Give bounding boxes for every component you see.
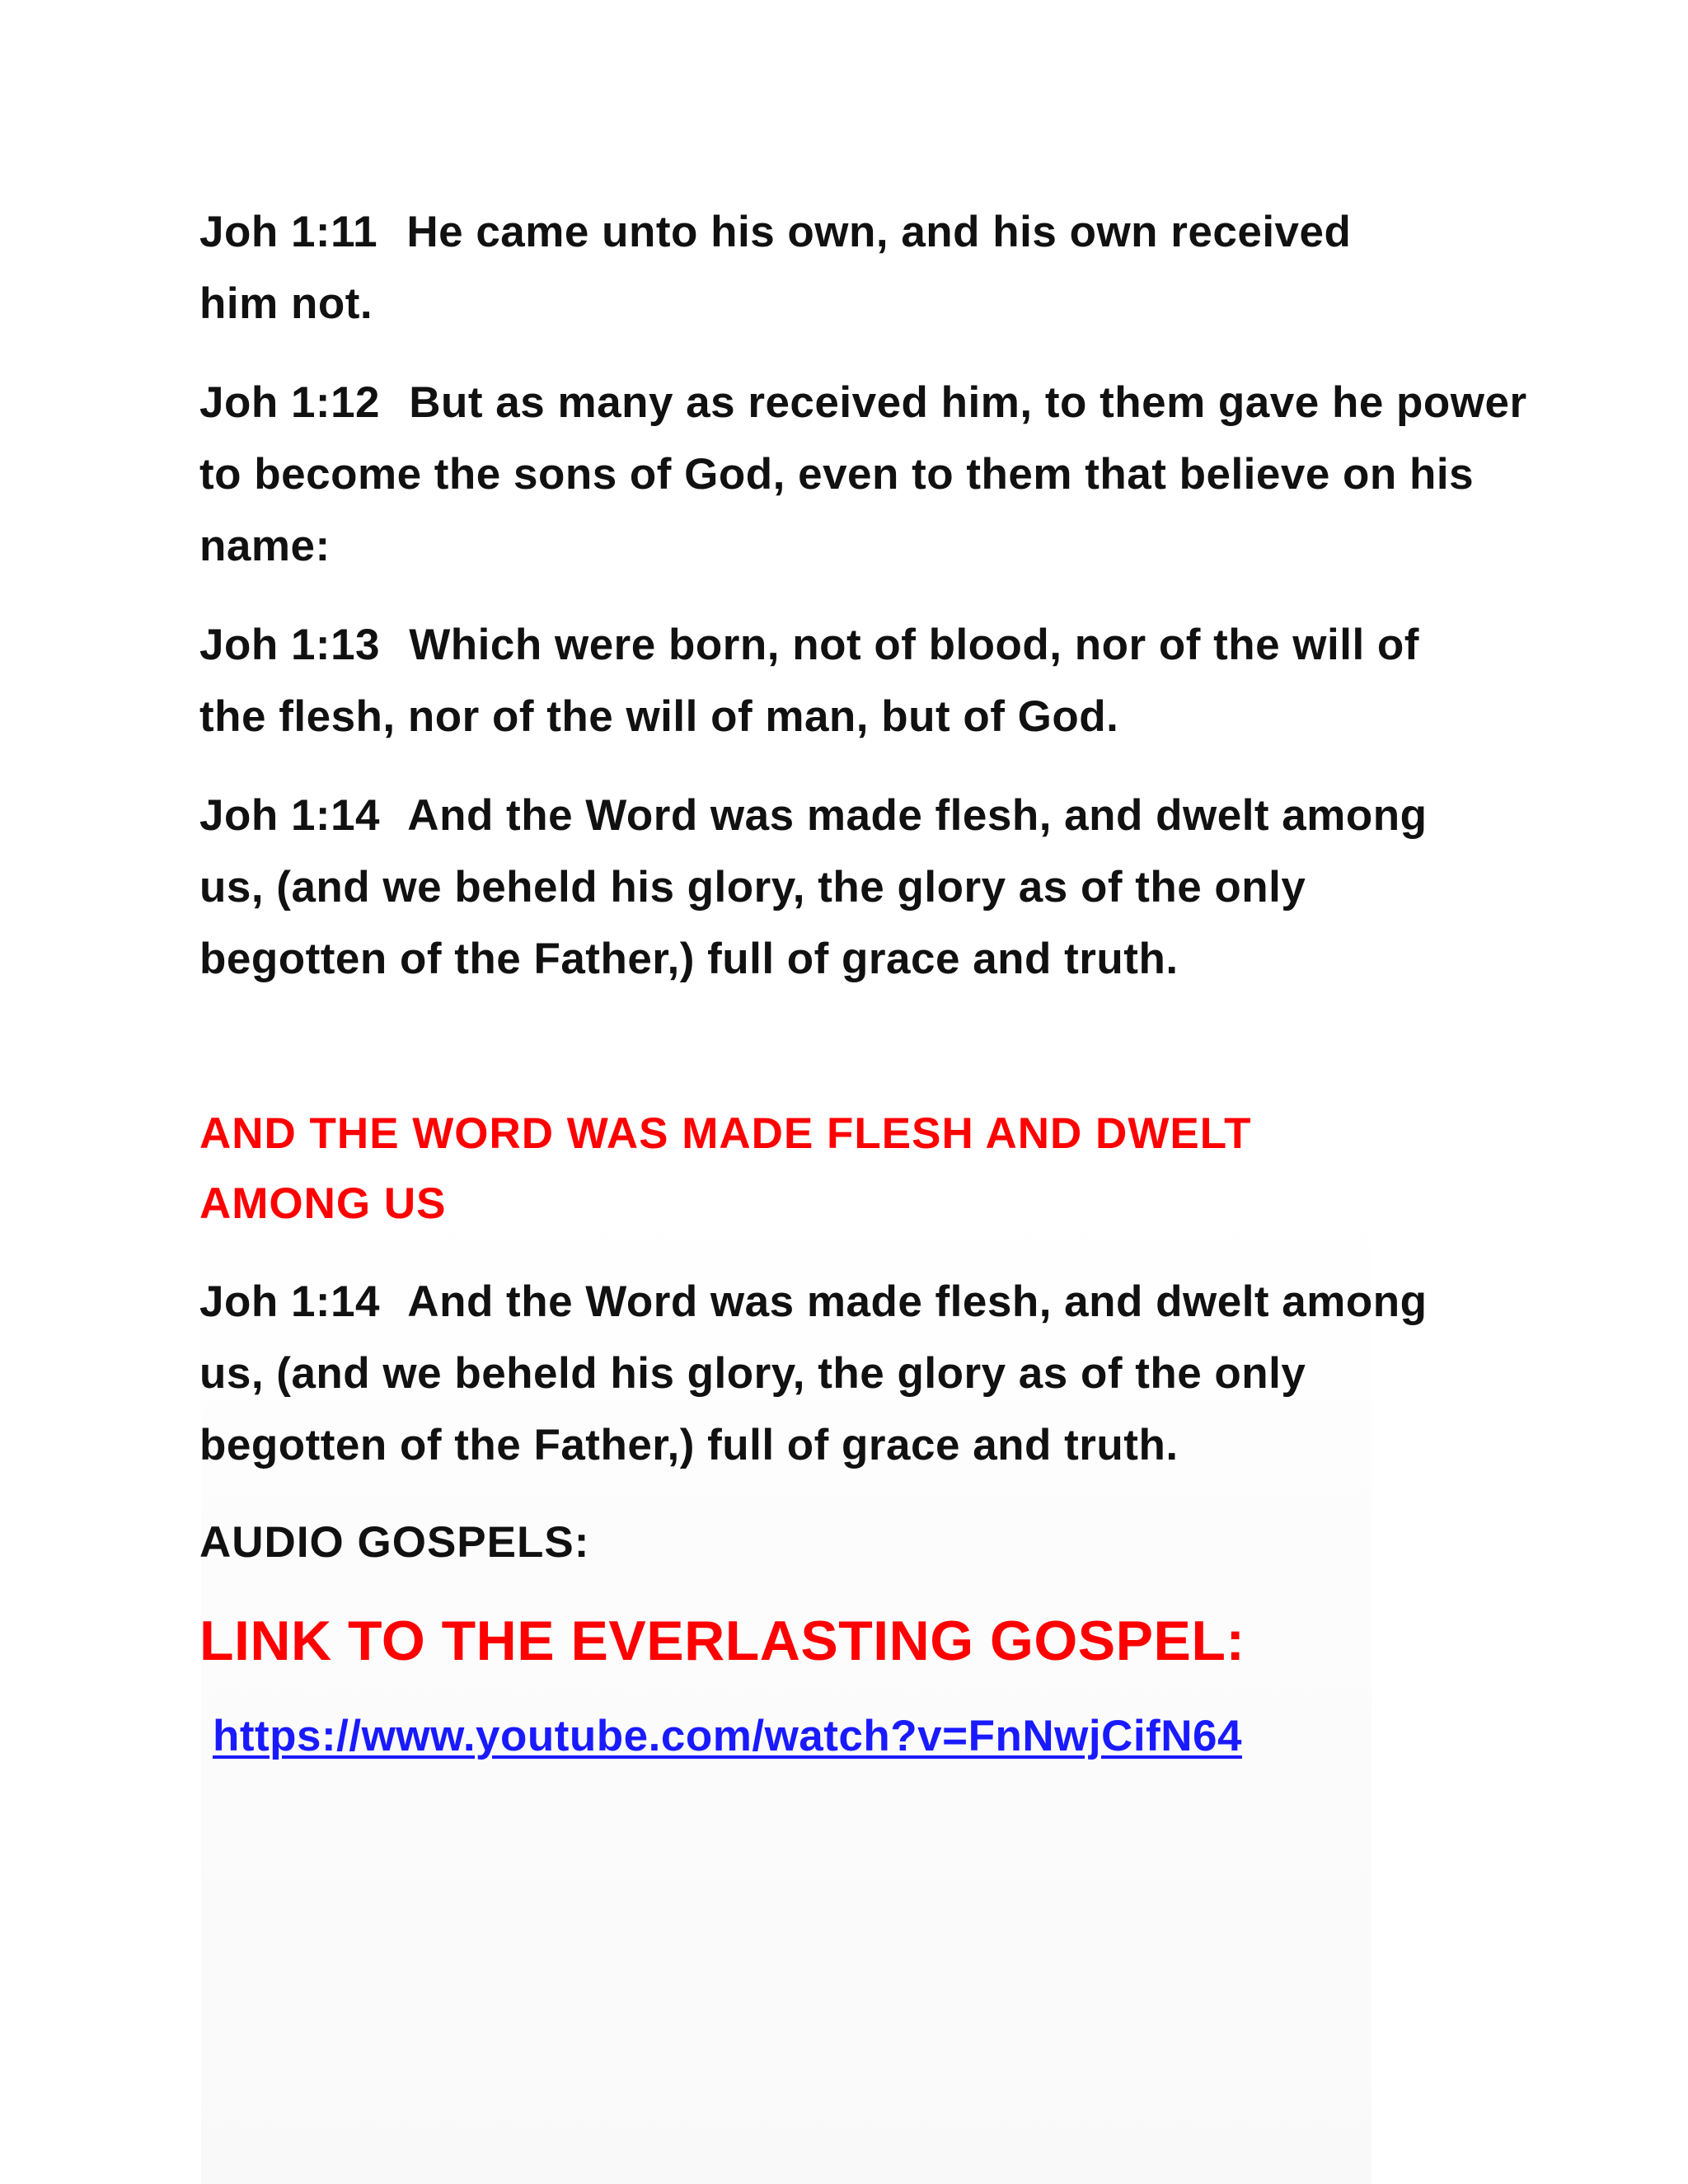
audio-gospels-label: AUDIO GOSPELS:	[199, 1518, 590, 1567]
verse-john-1-11	[199, 196, 1353, 340]
verse-text: Which were born, not of blood, nor of the will of the flesh, nor of the will of man, but of God.	[199, 621, 1419, 741]
youtube-link[interactable]: https://www.youtube.com/watch?v=FnNwjCifN64	[213, 1712, 1242, 1760]
verse-reference: Joh 1:14	[199, 1277, 381, 1326]
verse-text: He came unto his own, and his own received him not.	[199, 208, 1352, 328]
section-heading: AND THE WORD WAS MADE FLESH AND DWELT AMONG US	[199, 1109, 1252, 1228]
verse-text: And the Word was made flesh, and dwelt among us, (and we beheld his glory, the glory as of the only begotten of the Father,) full of grace and truth.	[199, 1277, 1428, 1469]
verse-reference: Joh 1:13	[199, 621, 381, 669]
verse-john-1-13	[199, 609, 1485, 752]
document-content	[199, 196, 1527, 1769]
everlasting-gospel-heading: LINK TO THE EVERLASTING GOSPEL:	[199, 1610, 1245, 1672]
verse-john-1-12	[199, 367, 1551, 582]
verse-reference: Joh 1:12	[199, 378, 381, 427]
verse-text: But as many as received him, to them gave he power to become the sons of God, even to them that believe on his name:	[199, 378, 1527, 570]
section-verse-john-1-14	[199, 1266, 1485, 1481]
verse-john-1-14	[199, 780, 1485, 995]
verse-reference: Joh 1:14	[199, 791, 381, 840]
verse-text: And the Word was made flesh, and dwelt among us, (and we beheld his glory, the glory as of the only begotten of the Father,) full of grace and truth.	[199, 791, 1428, 983]
verse-reference: Joh 1:11	[199, 208, 378, 256]
